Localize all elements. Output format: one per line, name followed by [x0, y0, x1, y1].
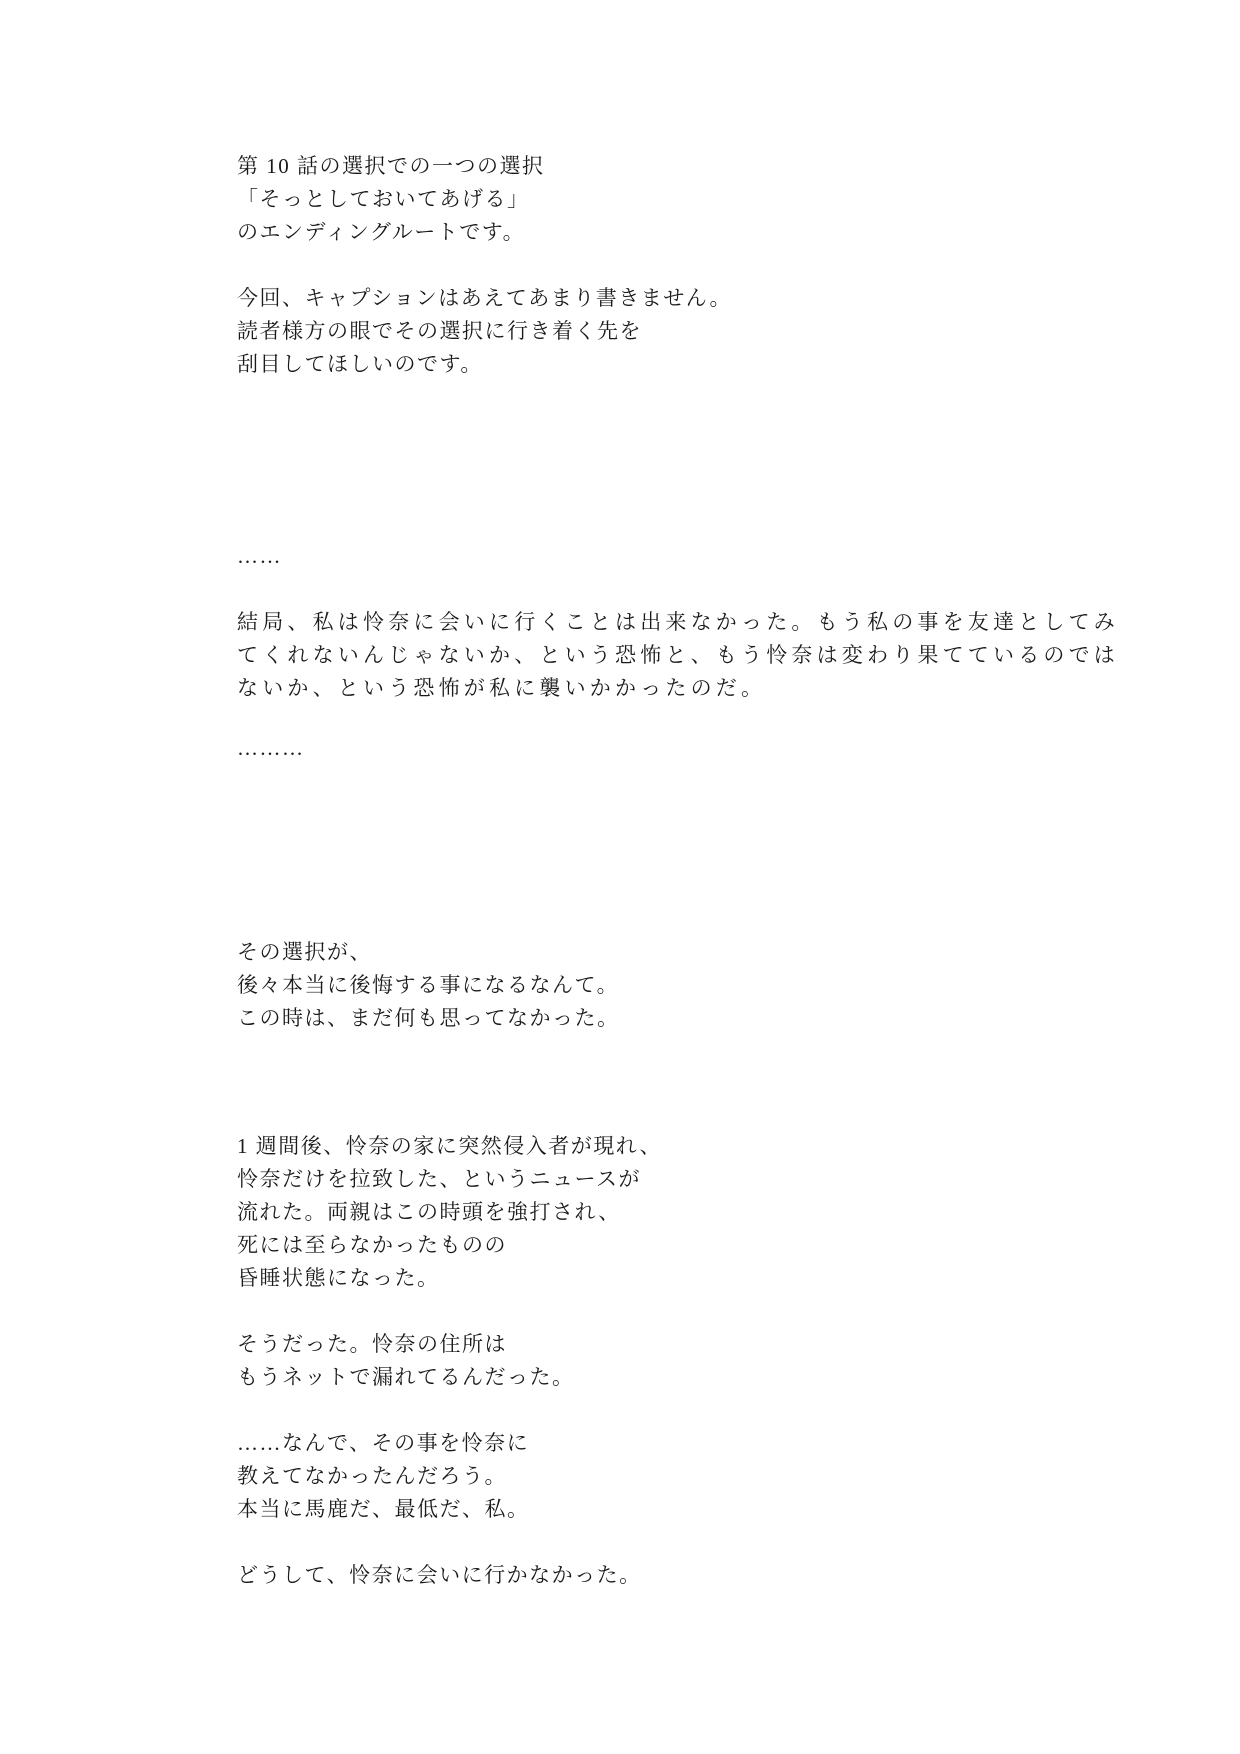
paragraph-line: この時は、まだ何も思ってなかった。 [237, 1006, 620, 1030]
paragraph-line: 死には至らなかったものの [237, 1233, 507, 1257]
ellipsis-break: …… [237, 544, 282, 568]
intro-line: 第 10 話の選択での一つの選択 [237, 154, 545, 178]
paragraph-line: 1 週間後、怜奈の家に突然侵入者が現れ、 [237, 1134, 663, 1158]
paragraph-line: 昏睡状態になった。 [237, 1266, 440, 1290]
paragraph-line: そうだった。怜奈の住所は [237, 1332, 507, 1356]
ellipsis-break: ……… [237, 736, 305, 760]
note-line: 今回、キャプションはあえてあまり書きません。 [237, 286, 732, 310]
intro-line: のエンディングルートです。 [237, 220, 526, 244]
paragraph-line: 後々本当に後悔する事になるなんて。 [237, 973, 620, 997]
paragraph-line: ないか、という恐怖が私に襲いかかったのだ。 [237, 676, 767, 700]
note-line: 読者様方の眼でその選択に行き着く先を [237, 319, 642, 343]
paragraph-line: てくれないんじゃないか、という恐怖と、もう怜奈は変わり果てているのでは [237, 643, 1119, 667]
note-line: 刮目してほしいのです。 [237, 352, 483, 376]
paragraph-line: もうネットで漏れてるんだった。 [237, 1365, 575, 1389]
paragraph-line: 流れた。両親はこの時頭を強打され、 [237, 1200, 621, 1224]
paragraph-line: 教えてなかったんだろう。 [237, 1464, 507, 1488]
paragraph-line: 怜奈だけを拉致した、というニュースが [237, 1167, 641, 1191]
paragraph-line: その選択が、 [237, 940, 372, 964]
paragraph-line: 結局、私は怜奈に会いに行くことは出来なかった。もう私の事を友達としてみ [237, 610, 1119, 634]
paragraph-line: どうして、怜奈に会いに行かなかった。 [237, 1563, 642, 1587]
paragraph-line: ……なんで、その事を怜奈に [237, 1431, 530, 1455]
intro-line: 「そっとしておいてあげる」 [237, 187, 530, 211]
paragraph-line: 本当に馬鹿だ、最低だ、私。 [237, 1497, 530, 1521]
